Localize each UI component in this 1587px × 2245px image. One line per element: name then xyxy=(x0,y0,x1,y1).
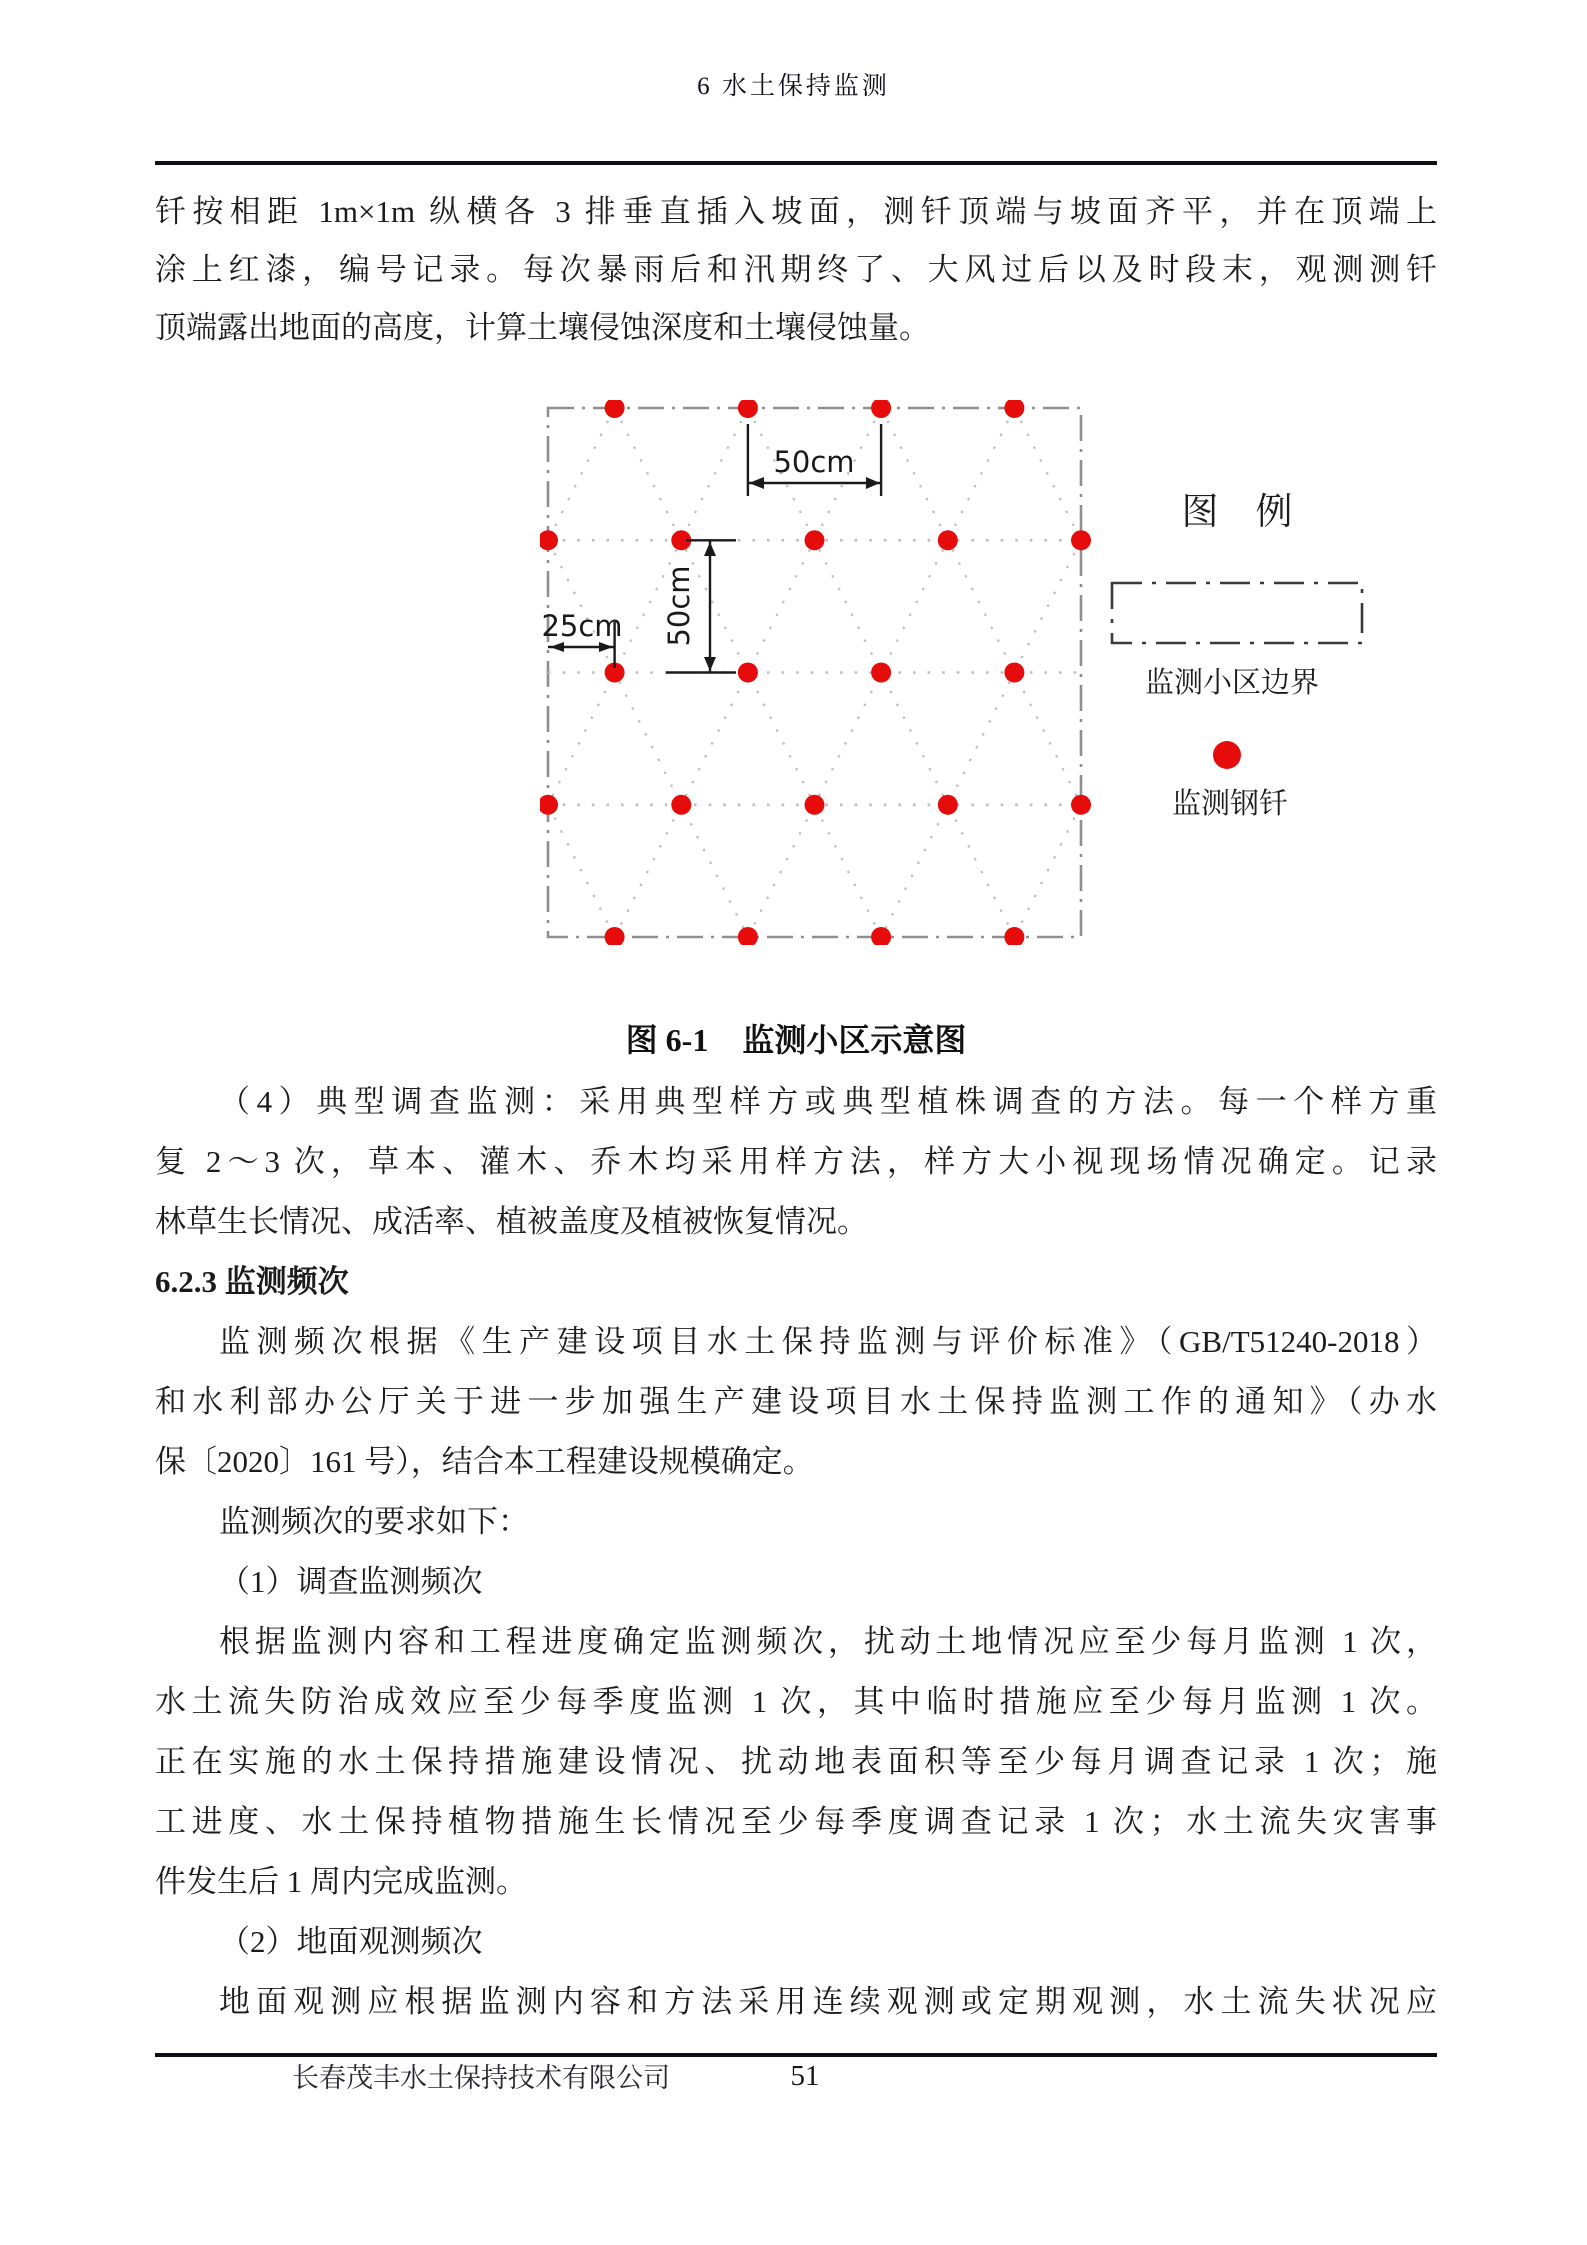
page-header-title: 6 水土保持监测 xyxy=(697,73,890,100)
body-line: 顶端露出地面的高度，计算土壤侵蚀深度和土壤侵蚀量。 xyxy=(155,310,930,345)
body-line: 件发生后 1 周内完成监测。 xyxy=(155,1864,527,1899)
body-line: 复 2～3 次，草本、灌木、乔木均采用样方法，样方大小视现场情况确定。记录 xyxy=(155,1144,1437,1179)
body-line: 林草生长情况、成活率、植被盖度及植被恢复情况。 xyxy=(155,1204,868,1239)
diagonal-dotted-line xyxy=(1014,805,1081,937)
steel-pin-dot xyxy=(540,795,558,815)
figure-caption-title: 监测小区示意图 xyxy=(742,1022,967,1058)
steel-pin-dot xyxy=(738,400,758,418)
legend-pin-label: 监测钢钎 xyxy=(1171,788,1289,820)
steel-pin-dot xyxy=(1071,530,1091,550)
body-line: 涂上红漆，编号记录。每次暴雨后和汛期终了、大风过后以及时段末，观测测钎 xyxy=(155,252,1437,287)
svg-text:50cm: 50cm xyxy=(773,445,855,479)
monitoring-plot-diagram xyxy=(540,400,1370,945)
body-line: 水土流失防治成效应至少每季度监测 1 次，其中临时措施应至少每月监测 1 次。 xyxy=(155,1684,1437,1719)
steel-pin-dot xyxy=(871,400,891,418)
figure-legend xyxy=(1112,492,1362,820)
svg-text:50cm: 50cm xyxy=(662,565,696,647)
dimension-horizontal-50cm xyxy=(748,424,881,496)
steel-pin-dot xyxy=(871,663,891,683)
steel-pin-dot xyxy=(805,530,825,550)
figure-caption-label: 图 6-1 xyxy=(625,1022,709,1058)
body-line: 地面观测应根据监测内容和方法采用连续观测或定期观测，水土流失状况应 xyxy=(219,1984,1437,2019)
footer-company: 长春茂丰水土保持技术有限公司 xyxy=(292,2063,670,2093)
steel-pin-dot xyxy=(738,663,758,683)
steel-pin-dot xyxy=(1071,795,1091,815)
steel-pin-dot xyxy=(671,795,691,815)
steel-pin-dot xyxy=(1004,927,1024,945)
figure-caption xyxy=(155,1010,1437,1070)
steel-pin-dot xyxy=(938,795,958,815)
steel-pin-dot xyxy=(738,927,758,945)
diagonal-dotted-line xyxy=(548,408,615,540)
body-line: 监测频次根据《生产建设项目水土保持监测与评价标准》（GB/T51240-2018） xyxy=(219,1324,1437,1359)
diagonal-dotted-line xyxy=(548,805,615,937)
steel-pin-dot xyxy=(1004,400,1024,418)
dimension-vertical-50cm xyxy=(662,540,736,672)
legend-pin-symbol xyxy=(1213,741,1241,769)
legend-title: 图 例 xyxy=(1181,492,1293,533)
dimension-edge-25cm xyxy=(541,609,622,668)
diagonal-dotted-line xyxy=(881,540,1081,937)
diagonal-dotted-line xyxy=(881,408,1081,805)
steel-pin-dot xyxy=(871,927,891,945)
body-line: （4）典型调查监测：采用典型样方或典型植株调查的方法。每一个样方重 xyxy=(219,1084,1437,1119)
body-line: 工进度、水土保持植物措施生长情况至少每季度调查记录 1 次；水土流失灾害事 xyxy=(155,1804,1437,1839)
steel-pin-dot xyxy=(605,927,625,945)
figure-monitoring-plot xyxy=(540,400,1370,945)
svg-text:25cm: 25cm xyxy=(541,609,623,643)
body-line: 正在实施的水土保持措施建设情况、扰动地表面积等至少每月调查记录 1 次；施 xyxy=(155,1744,1437,1779)
body-line: 保〔2020〕161 号），结合本工程建设规模确定。 xyxy=(155,1444,814,1479)
legend-boundary-symbol xyxy=(1112,583,1362,643)
body-line: 监测频次的要求如下： xyxy=(219,1504,529,1539)
body-line: 和水利部办公厅关于进一步加强生产建设项目水土保持监测工作的通知》（办水 xyxy=(155,1384,1437,1419)
steel-pin-dot xyxy=(540,530,558,550)
steel-pin-dot xyxy=(805,795,825,815)
body-line: 钎按相距 1m×1m 纵横各 3 排垂直插入坡面，测钎顶端与坡面齐平，并在顶端上 xyxy=(155,194,1437,229)
body-line: 根据监测内容和工程进度确定监测频次，扰动土地情况应至少每月监测 1 次， xyxy=(219,1624,1437,1659)
diagonal-dotted-line xyxy=(548,408,748,805)
header-rule xyxy=(155,161,1437,165)
steel-pin-dot xyxy=(1004,663,1024,683)
steel-pin-dot xyxy=(938,530,958,550)
body-line: （1）调查监测频次 xyxy=(219,1564,483,1599)
body-line: （2）地面观测频次 xyxy=(219,1924,483,1959)
steel-pin-dot xyxy=(605,400,625,418)
legend-boundary-label: 监测小区边界 xyxy=(1144,667,1320,699)
diagonal-dotted-line xyxy=(548,540,748,937)
section-heading-6-2-3: 6.2.3 监测频次 xyxy=(155,1264,349,1299)
diagonal-dotted-line xyxy=(1014,408,1081,540)
footer-page-number: 51 xyxy=(790,2060,820,2092)
